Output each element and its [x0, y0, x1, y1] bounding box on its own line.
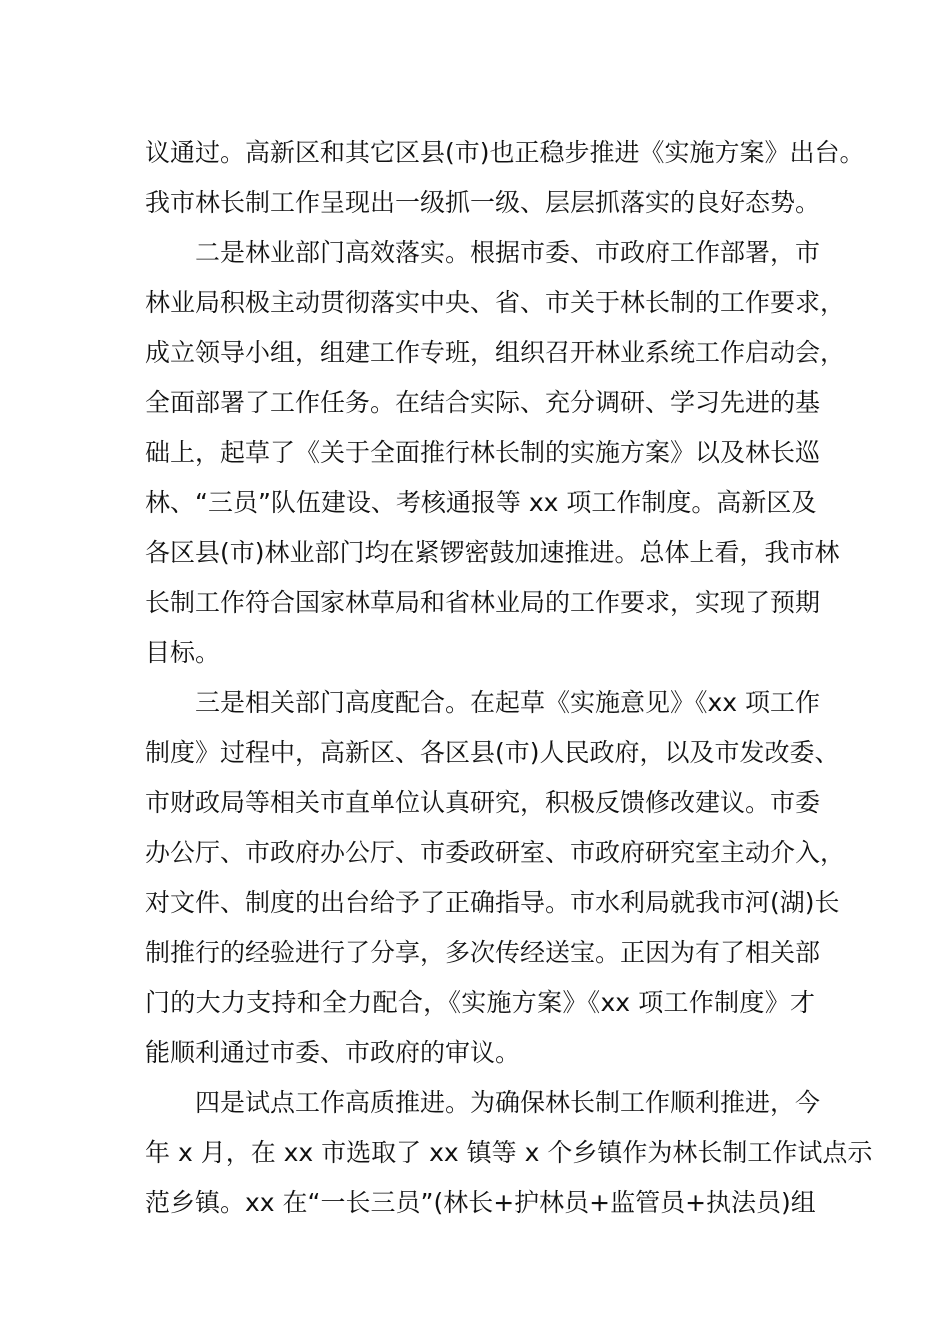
paragraph-line: 对文件、制度的出台给予了正确指导。市水利局就我市河(湖)长	[145, 888, 840, 917]
paragraph-line: 市财政局等相关市直单位认真研究，积极反馈修改建议。市委	[145, 788, 821, 817]
paragraph-line: 三是相关部门高度配合。在起草《实施意见》《xx 项工作	[145, 688, 821, 717]
paragraph-line: 目标。	[145, 638, 221, 667]
paragraph-line: 全面部署了工作任务。在结合实际、充分调研、学习先进的基	[145, 388, 821, 417]
document-body	[145, 128, 873, 1228]
paragraph-line: 二是林业部门高效落实。根据市委、市政府工作部署，市	[145, 238, 821, 267]
paragraph-line: 林、“三员”队伍建设、考核通报等 xx 项工作制度。高新区及	[145, 488, 817, 517]
paragraph-line: 办公厅、市政府办公厅、市委政研室、市政府研究室主动介入，	[145, 838, 846, 867]
paragraph-line: 成立领导小组，组建工作专班，组织召开林业系统工作启动会，	[145, 338, 846, 367]
paragraph-line: 各区县(市)林业部门均在紧锣密鼓加速推进。总体上看，我市林	[145, 538, 840, 567]
paragraph-line: 年 x 月，在 xx 市选取了 xx 镇等 x 个乡镇作为林长制工作试点示	[145, 1138, 873, 1167]
paragraph-line: 制推行的经验进行了分享，多次传经送宝。正因为有了相关部	[145, 938, 821, 967]
paragraph-line: 我市林长制工作呈现出一级抓一级、层层抓落实的良好态势。	[145, 188, 821, 217]
paragraph-line: 长制工作符合国家林草局和省林业局的工作要求，实现了预期	[145, 588, 821, 617]
paragraph-line: 础上，起草了《关于全面推行林长制的实施方案》以及林长巡	[145, 438, 821, 467]
paragraph-line: 林业局积极主动贯彻落实中央、省、市关于林长制的工作要求，	[145, 288, 846, 317]
paragraph-line: 制度》过程中，高新区、各区县(市)人民政府，以及市发改委、	[145, 738, 840, 767]
paragraph-line: 门的大力支持和全力配合，《实施方案》《xx 项工作制度》才	[145, 988, 815, 1017]
paragraph-line: 四是试点工作高质推进。为确保林长制工作顺利推进，今	[145, 1088, 821, 1117]
paragraph-line: 范乡镇。xx 在“一长三员”(林长+护林员+监管员+执法员)组	[145, 1188, 816, 1217]
paragraph-line: 能顺利通过市委、市政府的审议。	[145, 1038, 521, 1067]
paragraph-line: 议通过。高新区和其它区县(市)也正稳步推进《实施方案》出台。	[145, 138, 865, 167]
